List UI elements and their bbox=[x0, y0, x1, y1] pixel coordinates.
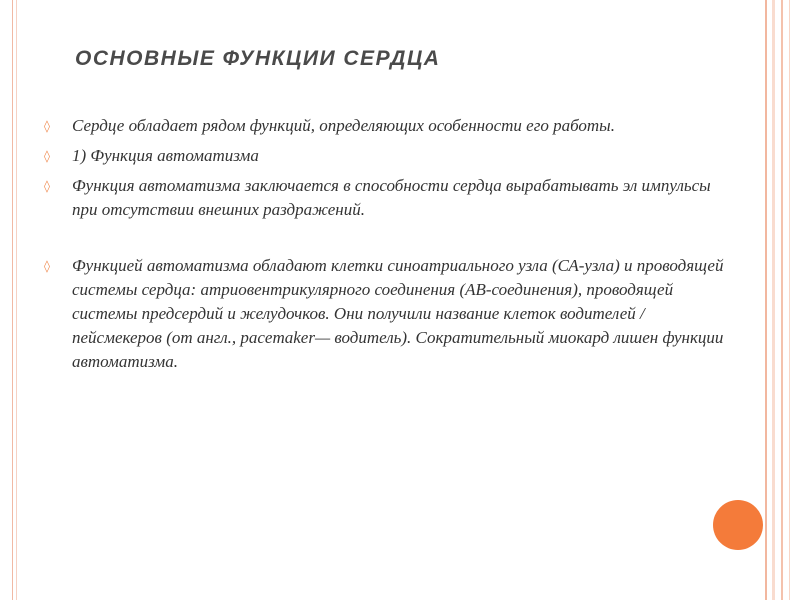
frame-line-right bbox=[765, 0, 767, 600]
bullet-paragraph bbox=[44, 144, 728, 168]
diamond-bullet-icon: ◊ bbox=[44, 149, 50, 163]
paragraph-text: Функция автоматизма заключается в способности сердца вырабатывать эл импульсы при отсутствии внешних раздражений. bbox=[72, 176, 711, 219]
frame-line-right bbox=[781, 0, 783, 600]
paragraph-text: Сердце обладает рядом функций, определяющих особенности его работы. bbox=[72, 116, 615, 135]
bullet-paragraph bbox=[44, 254, 728, 374]
diamond-bullet-icon: ◊ bbox=[44, 119, 50, 133]
diamond-bullet-icon: ◊ bbox=[44, 179, 50, 193]
paragraph-text: Функцией автоматизма обладают клетки синоатриального узла (СА-узла) и проводящей системы сердца: атриовентрикулярного соединения (АВ-соединения), проводящей системы предсердий и желудочков. Они получили название клеток водителей /пейсмекеров (от англ., pacemaker— водитель). Сократительный миокард лишен функции автоматизма. bbox=[72, 256, 724, 371]
bullet-paragraph bbox=[44, 174, 728, 222]
diamond-bullet-icon: ◊ bbox=[44, 259, 50, 273]
bullet-paragraph bbox=[44, 114, 728, 138]
frame-line-right bbox=[789, 0, 790, 600]
slide-body bbox=[44, 114, 728, 380]
paragraph-text: 1) Функция автоматизма bbox=[72, 146, 259, 165]
frame-line-right bbox=[772, 0, 775, 600]
frame-line-left bbox=[12, 0, 13, 600]
slide-title: ОСНОВНЫЕ ФУНКЦИИ СЕРДЦА bbox=[75, 47, 441, 70]
frame-line-left-inner bbox=[16, 0, 17, 600]
decorative-orange-circle bbox=[713, 500, 763, 550]
